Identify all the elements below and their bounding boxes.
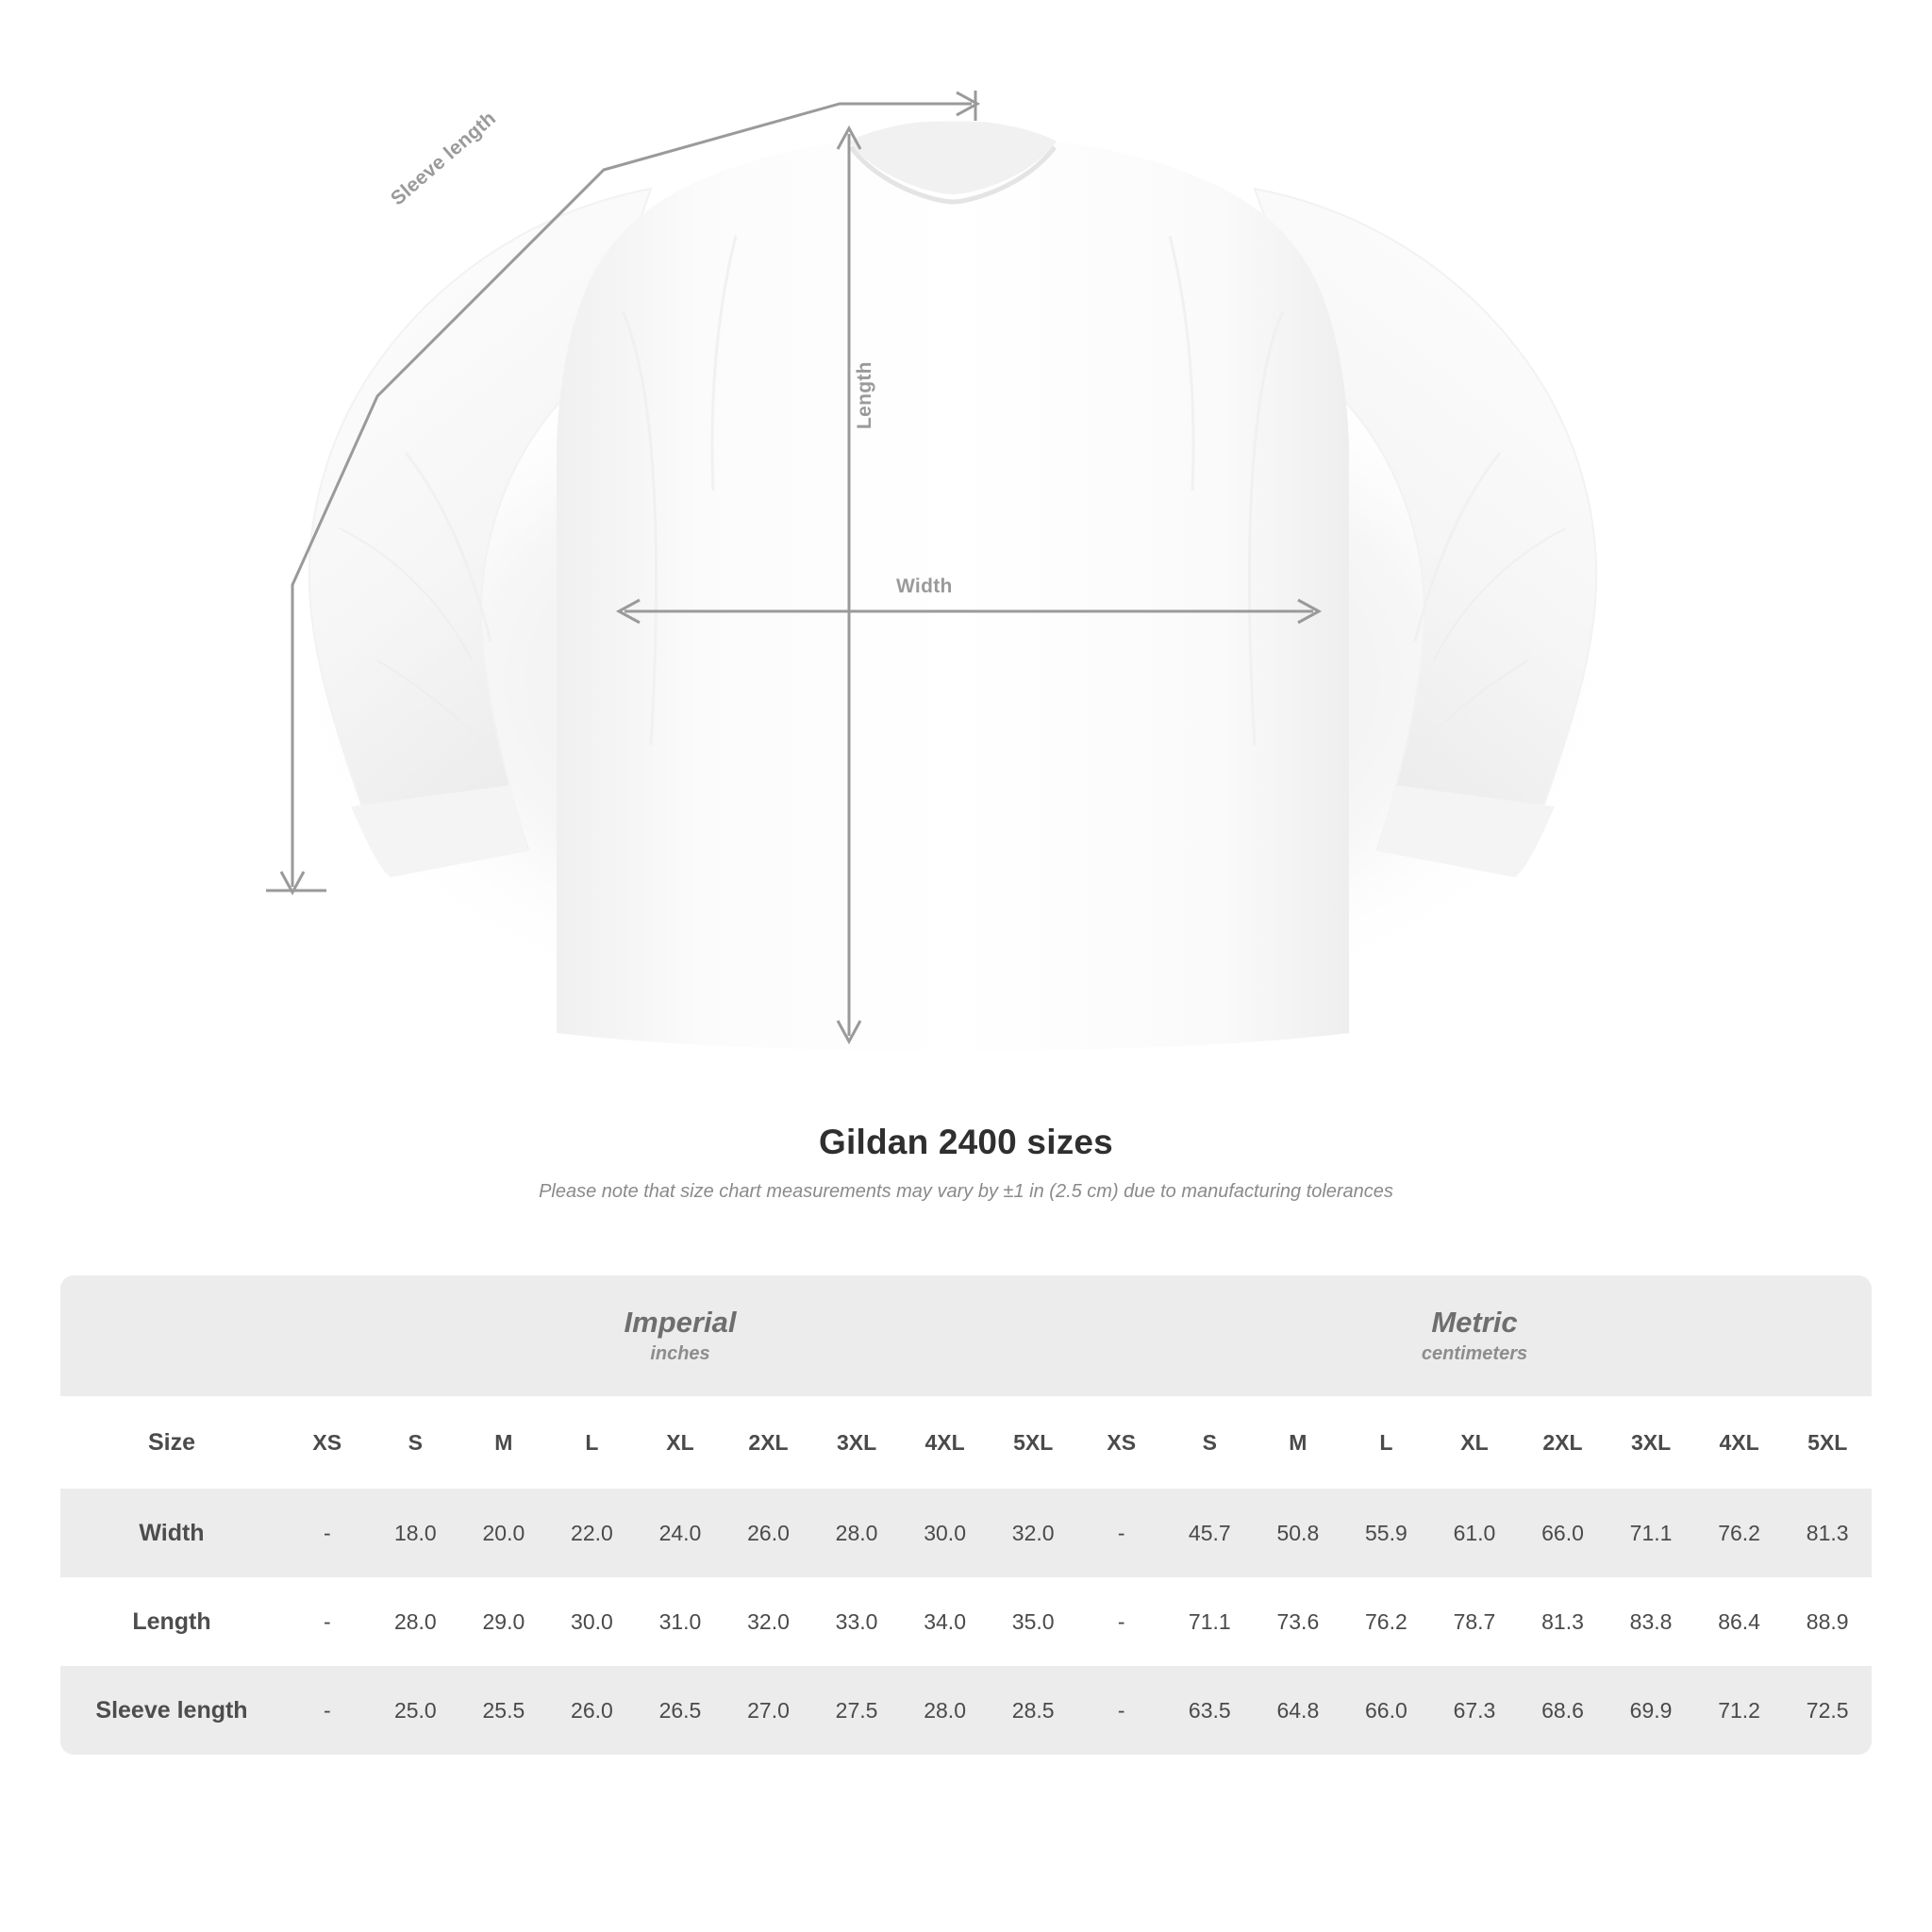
- page-title: Gildan 2400 sizes: [819, 1123, 1113, 1161]
- measure-label-length: Length: [854, 361, 875, 429]
- measure-label-width: Width: [896, 575, 953, 597]
- cell-length-imperial-xl: 31.0: [636, 1577, 724, 1666]
- cell-sleeve-length-metric-3xl: 69.9: [1607, 1666, 1695, 1755]
- cell-length-metric-3xl: 83.8: [1607, 1577, 1695, 1666]
- cell-width-imperial-l: 22.0: [548, 1489, 637, 1577]
- cell-width-metric-xs: -: [1077, 1489, 1166, 1577]
- cell-width-imperial-4xl: 30.0: [901, 1489, 990, 1577]
- cell-sleeve-length-imperial-5xl: 28.5: [989, 1666, 1077, 1755]
- cell-sleeve-length-imperial-s: 25.0: [372, 1666, 460, 1755]
- cell-width-imperial-m: 20.0: [459, 1489, 548, 1577]
- cell-length-imperial-4xl: 34.0: [901, 1577, 990, 1666]
- cell-sleeve-length-metric-2xl: 68.6: [1519, 1666, 1607, 1755]
- size-header-metric-3xl: 3XL: [1607, 1396, 1695, 1489]
- cell-length-metric-5xl: 88.9: [1783, 1577, 1872, 1666]
- cell-width-metric-s: 45.7: [1166, 1489, 1255, 1577]
- cell-length-imperial-5xl: 35.0: [989, 1577, 1077, 1666]
- cell-length-metric-m: 73.6: [1254, 1577, 1342, 1666]
- cell-length-metric-xs: -: [1077, 1577, 1166, 1666]
- cell-sleeve-length-imperial-m: 25.5: [459, 1666, 548, 1755]
- cell-sleeve-length-metric-l: 66.0: [1342, 1666, 1431, 1755]
- tolerance-note: Please note that size chart measurements may vary by ±1 in (2.5 cm) due to manufacturing tolerances: [539, 1181, 1393, 1202]
- cell-length-imperial-2xl: 32.0: [724, 1577, 813, 1666]
- size-header-imperial-xs: XS: [283, 1396, 372, 1489]
- cell-length-imperial-xs: -: [283, 1577, 372, 1666]
- size-header-imperial-2xl: 2XL: [724, 1396, 813, 1489]
- cell-length-metric-2xl: 81.3: [1519, 1577, 1607, 1666]
- unit-corner-cell: [60, 1275, 283, 1396]
- cell-sleeve-length-metric-m: 64.8: [1254, 1666, 1342, 1755]
- size-header-imperial-l: L: [548, 1396, 637, 1489]
- unit-header-imperial: [283, 1275, 1077, 1396]
- table-row-sleeve-length: [60, 1666, 1872, 1755]
- size-header-imperial-s: S: [372, 1396, 460, 1489]
- size-header-imperial-4xl: 4XL: [901, 1396, 990, 1489]
- cell-width-imperial-xs: -: [283, 1489, 372, 1577]
- cell-length-metric-l: 76.2: [1342, 1577, 1431, 1666]
- size-header-imperial-xl: XL: [636, 1396, 724, 1489]
- cell-width-imperial-5xl: 32.0: [989, 1489, 1077, 1577]
- cell-sleeve-length-imperial-l: 26.0: [548, 1666, 637, 1755]
- cell-width-metric-5xl: 81.3: [1783, 1489, 1872, 1577]
- unit-sub-metric: centimeters: [1421, 1343, 1528, 1365]
- unit-sub-imperial: inches: [650, 1343, 710, 1365]
- cell-length-metric-xl: 78.7: [1430, 1577, 1519, 1666]
- cell-sleeve-length-metric-xs: -: [1077, 1666, 1166, 1755]
- cell-sleeve-length-metric-4xl: 71.2: [1695, 1666, 1784, 1755]
- size-header-metric-2xl: 2XL: [1519, 1396, 1607, 1489]
- cell-width-imperial-xl: 24.0: [636, 1489, 724, 1577]
- size-header-metric-s: S: [1166, 1396, 1255, 1489]
- size-header-row: [60, 1396, 1872, 1489]
- cell-width-imperial-3xl: 28.0: [812, 1489, 901, 1577]
- cell-length-imperial-s: 28.0: [372, 1577, 460, 1666]
- size-table-body: [60, 1489, 1872, 1755]
- cell-sleeve-length-metric-xl: 67.3: [1430, 1666, 1519, 1755]
- size-header-metric-xs: XS: [1077, 1396, 1166, 1489]
- unit-name-imperial: Imperial: [624, 1305, 737, 1339]
- size-header-metric-xl: XL: [1430, 1396, 1519, 1489]
- size-header-label: Size: [60, 1396, 283, 1489]
- cell-width-metric-xl: 61.0: [1430, 1489, 1519, 1577]
- size-header-metric-m: M: [1254, 1396, 1342, 1489]
- table-row-length: [60, 1577, 1872, 1666]
- cell-length-metric-4xl: 86.4: [1695, 1577, 1784, 1666]
- cell-length-imperial-3xl: 33.0: [812, 1577, 901, 1666]
- cell-sleeve-length-imperial-4xl: 28.0: [901, 1666, 990, 1755]
- cell-width-metric-4xl: 76.2: [1695, 1489, 1784, 1577]
- table-row-width: [60, 1489, 1872, 1577]
- unit-name-metric: Metric: [1431, 1305, 1518, 1339]
- cell-sleeve-length-imperial-3xl: 27.5: [812, 1666, 901, 1755]
- size-header-metric-l: L: [1342, 1396, 1431, 1489]
- measure-label-sleeve: Sleeve length: [387, 107, 501, 210]
- cell-length-imperial-l: 30.0: [548, 1577, 637, 1666]
- cell-width-imperial-2xl: 26.0: [724, 1489, 813, 1577]
- cell-length-metric-s: 71.1: [1166, 1577, 1255, 1666]
- cell-sleeve-length-imperial-xl: 26.5: [636, 1666, 724, 1755]
- row-label-length: Length: [60, 1577, 283, 1666]
- size-header-imperial-5xl: 5XL: [989, 1396, 1077, 1489]
- cell-length-imperial-m: 29.0: [459, 1577, 548, 1666]
- cell-sleeve-length-imperial-xs: -: [283, 1666, 372, 1755]
- cell-sleeve-length-imperial-2xl: 27.0: [724, 1666, 813, 1755]
- cell-width-imperial-s: 18.0: [372, 1489, 460, 1577]
- cell-width-metric-3xl: 71.1: [1607, 1489, 1695, 1577]
- unit-header-metric: [1077, 1275, 1872, 1396]
- size-table-container: [60, 1275, 1872, 1755]
- cell-sleeve-length-metric-5xl: 72.5: [1783, 1666, 1872, 1755]
- cell-width-metric-2xl: 66.0: [1519, 1489, 1607, 1577]
- size-table: [60, 1275, 1872, 1755]
- cell-width-metric-l: 55.9: [1342, 1489, 1431, 1577]
- size-header-imperial-3xl: 3XL: [812, 1396, 901, 1489]
- size-header-metric-5xl: 5XL: [1783, 1396, 1872, 1489]
- unit-header-row: [60, 1275, 1872, 1396]
- row-label-sleeve-length: Sleeve length: [60, 1666, 283, 1755]
- cell-sleeve-length-metric-s: 63.5: [1166, 1666, 1255, 1755]
- size-header-imperial-m: M: [459, 1396, 548, 1489]
- size-header-metric-4xl: 4XL: [1695, 1396, 1784, 1489]
- row-label-width: Width: [60, 1489, 283, 1577]
- title-block: [0, 1123, 1932, 1203]
- cell-width-metric-m: 50.8: [1254, 1489, 1342, 1577]
